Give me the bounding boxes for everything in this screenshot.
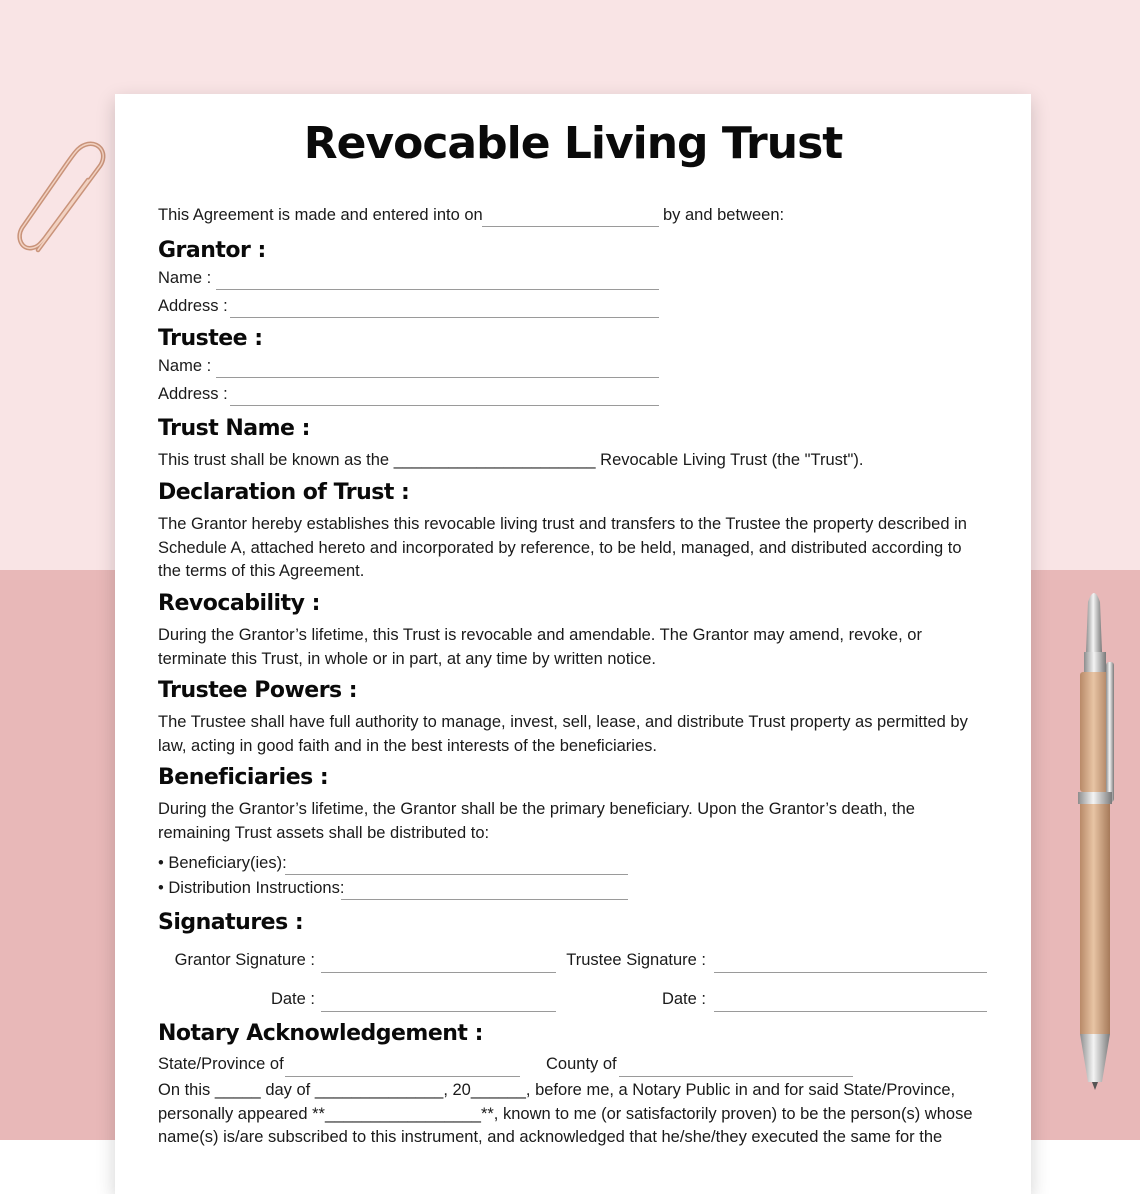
beneficiaries-text: During the Grantor’s lifetime, the Grantor shall be the primary beneficiary. Upon the Grantor’s death, the remaining Trust assets shall be distributed to: bbox=[158, 800, 915, 842]
trustee-address-field[interactable] bbox=[230, 405, 659, 406]
beneficiaries-bullet-label: • Beneficiary(ies): bbox=[158, 854, 287, 872]
intro-text: This Agreement is made and entered into on bbox=[158, 206, 483, 224]
grantor-date-field[interactable] bbox=[321, 1011, 556, 1012]
trustee-name-label: Name : bbox=[158, 357, 212, 375]
trustee-heading: Trustee : bbox=[158, 326, 263, 351]
paperclip-icon bbox=[8, 132, 118, 262]
trustee-powers-text: The Trustee shall have full authority to manage, invest, sell, lease, and distribute Trust property as permitted by law, acting in good faith and in the best interests of the beneficiaries. bbox=[158, 713, 968, 755]
distribution-instructions-field[interactable] bbox=[341, 899, 628, 900]
trustee-signature-label: Trustee Signature : bbox=[566, 951, 706, 969]
grantor-address-label: Address : bbox=[158, 297, 228, 315]
trustee-powers-heading: Trustee Powers : bbox=[158, 678, 358, 703]
beneficiaries-field[interactable] bbox=[285, 874, 628, 875]
grantor-signature-label: Grantor Signature : bbox=[174, 951, 315, 969]
trustee-date-label: Date : bbox=[661, 990, 706, 1008]
notary-heading: Notary Acknowledgement : bbox=[158, 1021, 483, 1046]
trustee-date-field[interactable] bbox=[714, 1011, 987, 1012]
notary-state-field[interactable] bbox=[285, 1076, 520, 1077]
pen-icon bbox=[1068, 582, 1128, 1092]
document-title: Revocable Living Trust bbox=[303, 118, 843, 169]
grantor-address-field[interactable] bbox=[230, 317, 659, 318]
trustee-address-label: Address : bbox=[158, 385, 228, 403]
trust-document bbox=[115, 94, 1031, 1194]
notary-county-label: County of bbox=[546, 1055, 617, 1073]
agreement-date-field[interactable] bbox=[482, 226, 659, 227]
trustee-signature-field[interactable] bbox=[714, 972, 987, 973]
intro-text-end: by and between: bbox=[663, 206, 785, 224]
notary-state-label: State/Province of bbox=[158, 1055, 284, 1073]
grantor-name-field[interactable] bbox=[216, 289, 659, 290]
revocability-text: During the Grantor’s lifetime, this Trust is revocable and amendable. The Grantor may amend, revoke, or terminate this Trust, in whole or in part, at any time by written notice. bbox=[158, 626, 922, 668]
grantor-heading: Grantor : bbox=[158, 238, 266, 263]
trust-name-heading: Trust Name : bbox=[158, 416, 310, 441]
trustee-name-field[interactable] bbox=[216, 377, 659, 378]
revocability-heading: Revocability : bbox=[158, 591, 320, 616]
signatures-heading: Signatures : bbox=[158, 910, 304, 935]
declaration-text: The Grantor hereby establishes this revocable living trust and transfers to the Trustee the property described in Schedule A, attached hereto and incorporated by reference, to be held, managed, and distributed according to the terms of this Agreement. bbox=[158, 515, 967, 580]
grantor-signature-field[interactable] bbox=[321, 972, 556, 973]
beneficiaries-heading: Beneficiaries : bbox=[158, 765, 329, 790]
trust-name-text: This trust shall be known as the ______________________ Revocable Living Trust (the "Trust"). bbox=[158, 451, 864, 469]
grantor-date-label: Date : bbox=[270, 990, 315, 1008]
notary-text: On this _____ day of ______________, 20______, before me, a Notary Public in and for said State/Province, personally appeared **_________________**, known to me (or satisfactorily proven) to be the person(s) whose name(s) is/are subscribed to this instrument, and acknowledged that he/she/they executed the same for the bbox=[158, 1081, 973, 1146]
notary-county-field[interactable] bbox=[619, 1076, 853, 1077]
grantor-name-label: Name : bbox=[158, 269, 212, 287]
declaration-heading: Declaration of Trust : bbox=[158, 480, 410, 505]
distribution-bullet-label: • Distribution Instructions: bbox=[158, 879, 345, 897]
